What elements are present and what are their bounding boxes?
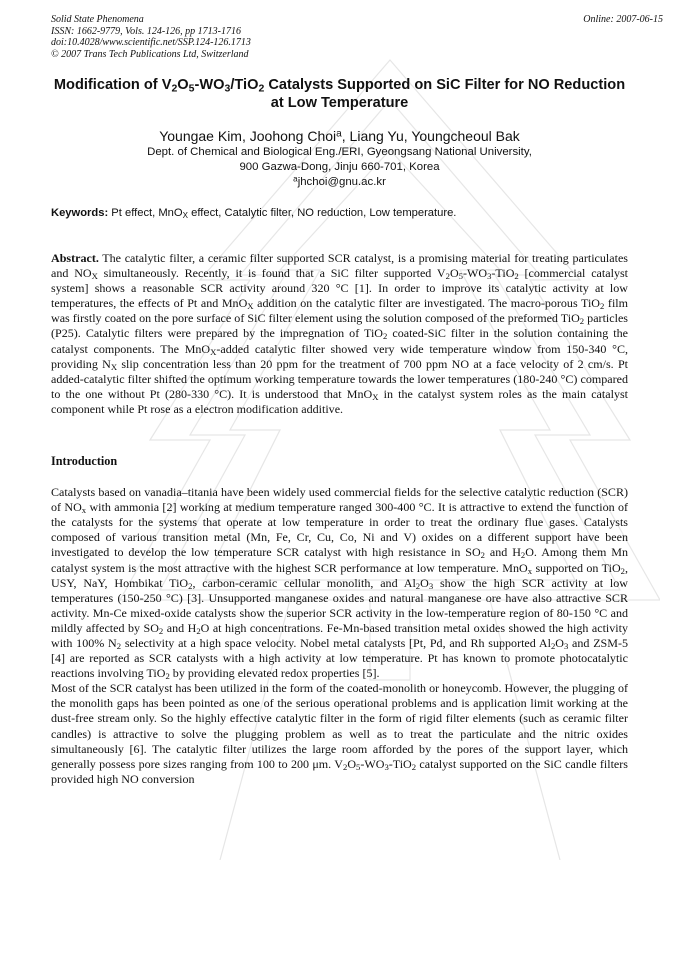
introduction-heading: Introduction	[51, 454, 118, 469]
abstract-label: Abstract.	[51, 251, 99, 265]
online-date: Online: 2007-06-15	[583, 14, 663, 25]
journal-header	[51, 14, 663, 60]
author-email: $^a$jhchoi@gnu.ac.kr	[293, 174, 386, 188]
introduction-paragraph-1: Catalysts based on vanadia–titania have been widely used commercial fields for the selective catalytic reduction (SCR) of $NO_x$ with ammonia [2] working at medium temperature ranged 300-400 °C. It is attractive to extend the function of the catalysts for the systems that operate at low temperature in order to treat the ordinary flue gases. Catalysts composed of various transition metal (Mn, Fe, Cr, Cu, Co, Ni and V) oxides on a different support have been investigated to develop the low temperature SCR catalyst with high resistance in $SO_2$ and $H_2O$. Among them Mn catalyst system is the most attractive with the highest SCR performance at low temperature. MnO$_x$ supported on TiO$_2$, USY, NaY, Hombikat TiO$_2$, carbon-ceramic cellular monolith, and $Al_2O_3$ show the high SCR activity at low temperatures (150-250 °C) [3]. Unsupported manganese oxides and natural manganese ore have also attractive SCR activity. Mn-Ce mixed-oxide catalysts show the superior SCR activity in the low-temperature region of 80-150 °C and mildly affected by $SO_2$ and $H_2O$ at high concentrations. Fe-Mn-based transition metal oxides showed the high activity with 100% $N_2$ selectivity at a high space velocity. Nobel metal catalysts [Pt, Pd, and Rh supported $Al_2O_3$ and ZSM-5 [4] are reported as SCR catalysts with a high activity at low temperature. Pt has known to promote photocatalytic reactions involving TiO$_2$ by providing elevated redox properties [5].	[51, 485, 629, 682]
paper-title: Modification of $V_2O_5-WO_3/TiO_2$ Catalysts Supported on SiC Filter for NO Reduction at Low Temperature	[53, 77, 626, 111]
issn-line: ISSN: 1662-9779, Vols. 124-126, pp 1713-1716	[51, 25, 241, 37]
affiliation	[51, 145, 628, 190]
author-list: Youngae Kim, Joohong Choi$^a$, Liang Yu, Youngcheoul Bak	[159, 128, 520, 144]
copyright-line: © 2007 Trans Tech Publications Ltd, Switzerland	[51, 48, 249, 60]
affiliation-line-1: Dept. of Chemical and Biological Eng./ERI, Gyeongsang National University,	[147, 146, 532, 158]
abstract: Abstract. The catalytic filter, a ceramic filter supported SCR catalyst, is a promising material for treating particulates and $NO_X$ simultaneously. Recently, it is found that a SiC filter supported $V_2O_5-WO_3-TiO_2$ [commercial catalyst system] shows a reasonable SCR activity around 320 °C [1]. In order to improve its catalytic activity at low temperatures, the effects of Pt and MnO$_X$ addition on the catalytic filter are investigated. The macro-porous TiO$_2$ film was firstly coated on the pore surface of SiC filter element using the solution composed of the preformed TiO$_2$ particles (P25). Catalytic filters were prepared by the impregnation of TiO$_2$ coated-SiC filter in the solution containing the catalyst components. The MnO$_X$-added catalytic filter showed very wide temperature window from 150-340 °C, providing $N_X$ slip concentration less than 20 ppm for the treatment of 700 ppm NO at a face velocity of 2 cm/s. Pt added-catalytic filter shifted the optimum working temperature towards the lower temperatures (180-240 °C) compared to the one without Pt (280-330 °C). It is understood that MnO$_X$ in the catalyst system roles as the main catalyst component while Pt rose as a electron modification additive.	[51, 251, 629, 416]
introduction-body	[51, 485, 628, 787]
journal-name: Solid State Phenomena	[51, 14, 144, 25]
keywords: Keywords: Pt effect, MnO$_X$ effect, Catalytic filter, NO reduction, Low temperature.	[51, 207, 457, 221]
keywords-label: Keywords:	[51, 207, 109, 219]
introduction-paragraph-2: Most of the SCR catalyst has been utilized in the form of the coated-monolith or honeycomb. However, the plugging of the monolith gaps has been pointed as one of the serious operational problems and is application limit working at the dust-free stream only. So the highly effective catalytic filter in the form of rigid filter elements (such as ceramic filter candles) is attractive to solve the plugging problem as well as to treat the particulate and the nitric oxides simultaneously [6]. The catalytic filter utilizes the large room afforded by the pores of the support layer, which generally possess pore sizes ranging from 100 to 200 μm. $V_2O_5-WO_3-TiO_2$ catalyst supported on the SiC candle filters provided high NO conversion	[51, 681, 628, 786]
affiliation-line-2: 900 Gazwa-Dong, Jinju 660-701, Korea	[239, 161, 440, 173]
doi-line: doi:10.4028/www.scientific.net/SSP.124-126.1713	[51, 37, 251, 48]
